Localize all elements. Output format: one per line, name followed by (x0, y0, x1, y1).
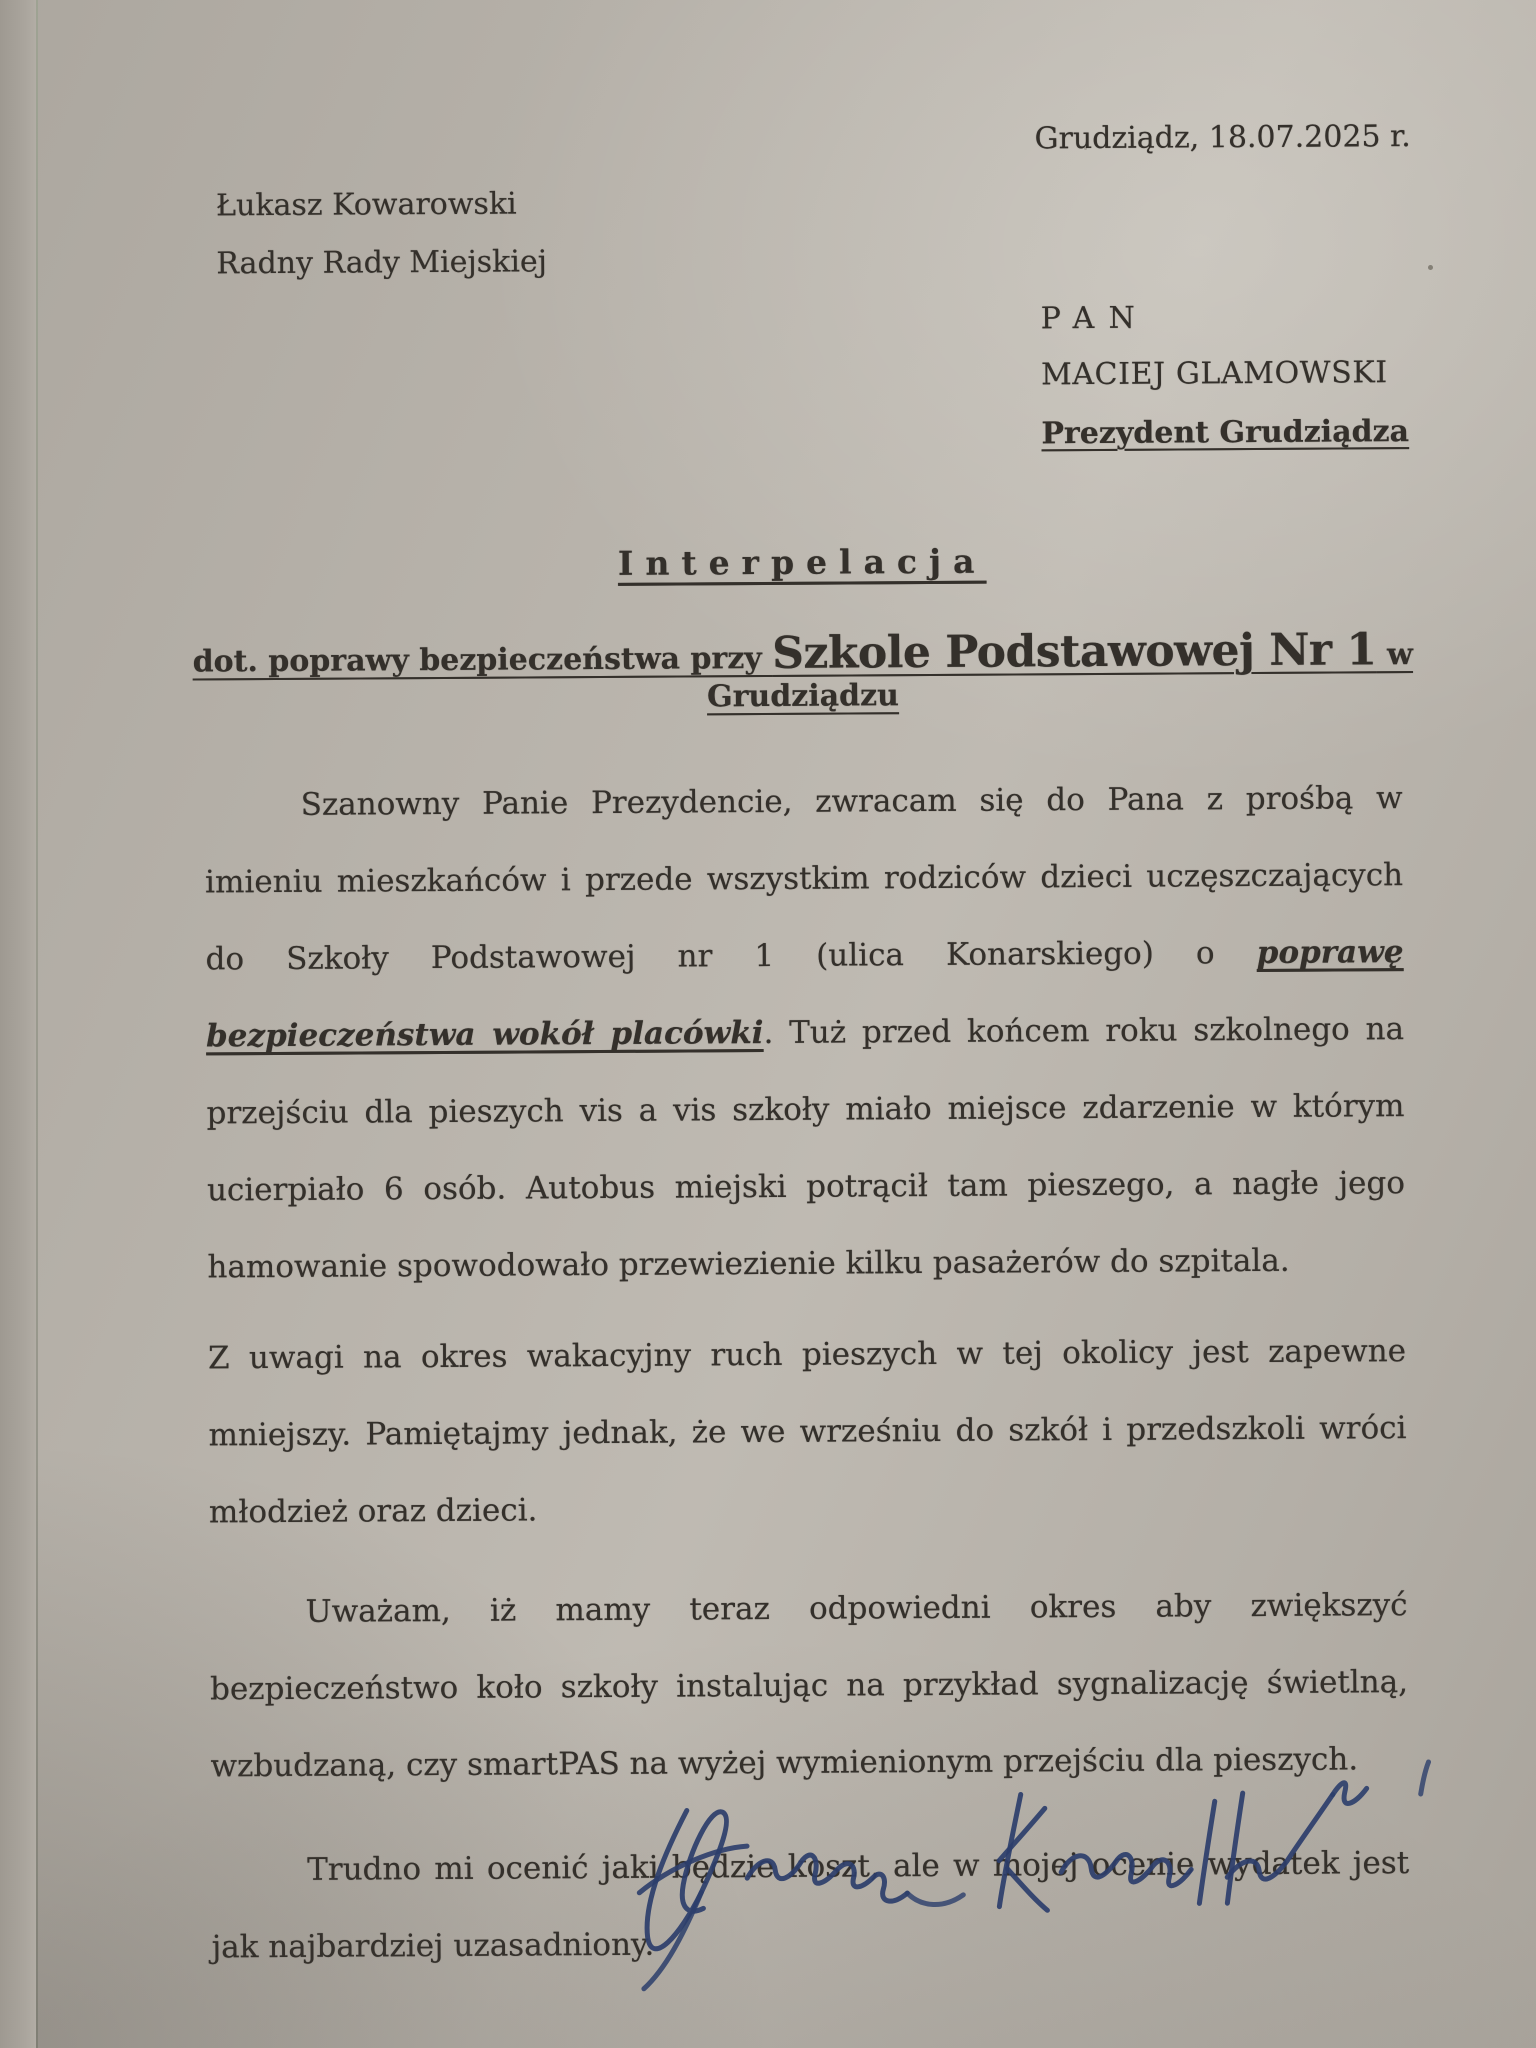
sender-title: Radny Rady Miejskiej (216, 244, 548, 282)
letter-title-row (203, 539, 1401, 585)
paragraph-3: Uważam, iż mamy teraz odpowiedni okres aby zwiększyć bezpieczeństwo koło szkoły instalując na przykład sygnalizację świetlną, wzbudzaną, czy smartPAS na wyżej wymienionym przejściu dla pieszych. (209, 1587, 1409, 1785)
paragraph-1 (204, 760, 1405, 1306)
paragraph-1-text-after: . Tuż przed końcem roku szkolnego na przejściu dla pieszych vis a vis szkoły miało miejsce zdarzenie w którym ucierpiało 6 osób. Autobus miejski potrącił tam pieszego, a nagłe jego hamowanie spowodowało przewiezienie kilku pasażerów do szpitala. (206, 1011, 1406, 1286)
letter-subject (192, 624, 1413, 715)
letter-subject-row (144, 624, 1463, 718)
date-line: Grudziądz, 18.07.2025 r. (1034, 119, 1411, 157)
subject-suffix: w Grudziądzu (706, 637, 1413, 715)
subject-school-name: Szkole Podstawowej Nr 1 (772, 624, 1377, 679)
letter-title: Interpelacja (617, 541, 987, 583)
subject-prefix: dot. poprawy bezpieczeństwa przy (192, 640, 773, 680)
paragraph-4: Trudno mi ocenić jaki będzie koszt, ale w mojej ocenie wydatek jest jak najbardziej uzasadniony. (211, 1845, 1410, 1966)
recipient-name: MACIEJ GLAMOWSKI (1040, 355, 1388, 393)
paragraph-2: Z uwagi na okres wakacyjny ruch pieszych w tej okolicy jest zapewne mniejszy. Pamiętajmy jednak, że we wrześniu do szkół i przedszkoli wróci młodzież oraz dzieci. (207, 1333, 1407, 1531)
sender-name: Łukasz Kowarowski (215, 186, 517, 224)
recipient-title: Prezydent Grudziądza (1041, 414, 1410, 452)
recipient-salutation: PAN (1040, 300, 1150, 337)
emphasized-request: poprawę bezpieczeństwa wokół placówki (205, 934, 1404, 1055)
handwritten-signature (623, 1758, 1466, 2003)
paragraph-1-text-before: Szanowny Panie Prezydencie, zwracam się do Pana z prośbą w imieniu mieszkańców i przede wszystkim rodziców dzieci uczęszczających do Szkoły Podstawowej nr 1 (ulica Konarskiego) o (205, 780, 1404, 978)
